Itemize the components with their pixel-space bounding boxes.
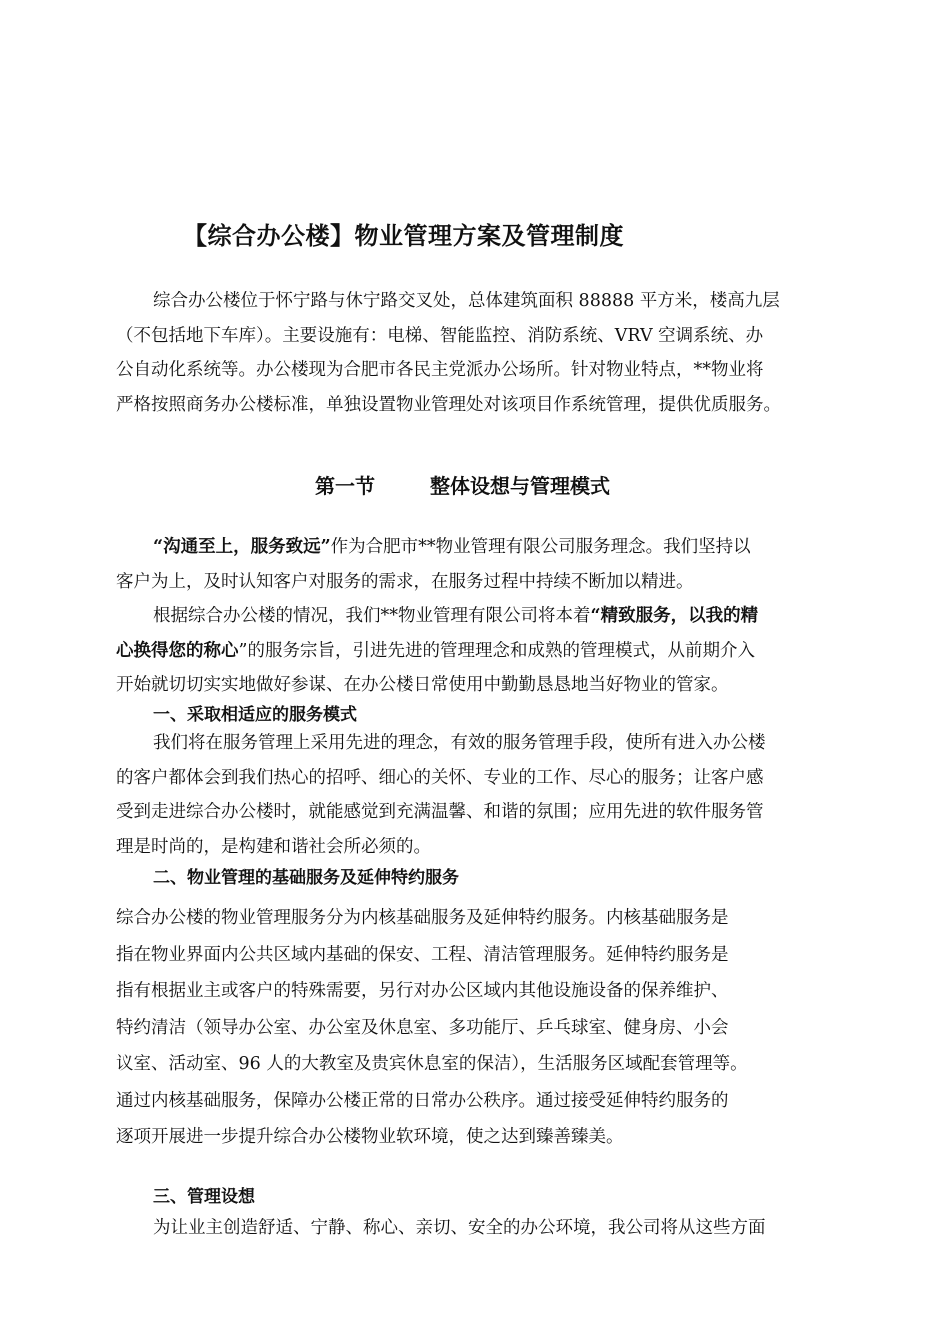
- basic-services-line: 指在物业界面内公共区域内基础的保安、工程、清洁管理服务。延伸特约服务是: [116, 944, 729, 965]
- philosophy-text: 作为合肥市**物业管理有限公司服务理念。我们坚持以: [330, 537, 751, 557]
- philosophy-paragraph: [116, 530, 836, 599]
- tenet-line: [116, 599, 836, 634]
- basic-services-line: 议室、活动室、96 人的大教室及贵宾休息室的保洁），生活服务区域配套管理等。: [116, 1054, 748, 1074]
- slogan-text: “沟通至上，服务致远”: [153, 537, 331, 557]
- basic-services-paragraph: [116, 900, 836, 1156]
- basic-services-line: 特约清洁（领导办公室、办公室及休息室、多功能厅、乒乓球室、健身房、小会: [116, 1017, 729, 1038]
- tenet-text: 根据综合办公楼的情况，我们**物业管理有限公司将本着: [153, 606, 591, 626]
- intro-line: （不包括地下车库）。主要设施有：电梯、智能监控、消防系统、VRV 空调系统、办: [116, 325, 764, 346]
- tenet-bold: 心换得您的称心: [116, 640, 239, 661]
- tenet-line: [116, 634, 836, 669]
- service-mode-paragraph: [116, 726, 836, 864]
- basic-services-line: 指有根据业主或客户的特殊需要，另行对办公区域内其他设施设备的保养维护、: [116, 981, 729, 1001]
- section-heading: [315, 470, 610, 499]
- section-number: 第一节: [315, 474, 375, 498]
- intro-line: 公自动化系统等。办公楼现为合肥市各民主党派办公场所。针对物业特点，**物业将: [116, 360, 764, 380]
- subheading-basic-services: 二、物业管理的基础服务及延伸特约服务: [153, 868, 459, 888]
- service-mode-line: 受到走进综合办公楼时，就能感觉到充满温馨、和谐的氛围；应用先进的软件服务管: [116, 802, 764, 822]
- philosophy-line: [116, 530, 836, 565]
- intro-line: 严格按照商务办公楼标准，单独设置物业管理处对该项目作系统管理，提供优质服务。: [116, 394, 781, 415]
- subheading-service-mode: 一、采取相适应的服务模式: [153, 705, 357, 725]
- section-title: 整体设想与管理模式: [430, 474, 610, 498]
- basic-services-line: 通过内核基础服务，保障办公楼正常的日常办公秩序。通过接受延伸特约服务的: [116, 1090, 729, 1111]
- document-title: 【综合办公楼】物业管理方案及管理制度: [183, 222, 624, 250]
- philosophy-line: 客户为上，及时认知客户对服务的需求，在服务过程中持续不断加以精进。: [116, 571, 694, 592]
- service-mode-line: 的客户都体会到我们热心的招呼、细心的关怀、专业的工作、尽心的服务；让客户感: [116, 767, 764, 788]
- service-mode-line: 理是时尚的，是构建和谐社会所必须的。: [116, 836, 431, 857]
- basic-services-line: 综合办公楼的物业管理服务分为内核基础服务及延伸特约服务。内核基础服务是: [116, 908, 729, 928]
- management-concept-paragraph: [116, 1211, 836, 1246]
- tenet-text: ”的服务宗旨，引进先进的管理理念和成熟的管理模式，从前期介入: [238, 640, 755, 661]
- service-mode-line: 我们将在服务管理上采用先进的理念，有效的服务管理手段，使所有进入办公楼: [153, 733, 766, 753]
- intro-paragraph: [116, 284, 836, 422]
- management-concept-line: 为让业主创造舒适、宁静、称心、亲切、安全的办公环境，我公司将从这些方面: [153, 1218, 766, 1238]
- tenet-paragraph: [116, 599, 836, 703]
- subheading-management-concept: 三、管理设想: [153, 1187, 255, 1207]
- tenet-line: 开始就切切实实地做好参谋、在办公楼日常使用中勤勤恳恳地当好物业的管家。: [116, 675, 729, 695]
- tenet-bold: “精致服务，以我的精: [590, 606, 759, 626]
- intro-line: 综合办公楼位于怀宁路与休宁路交叉处，总体建筑面积 88888 平方米，楼高九层: [153, 291, 780, 311]
- basic-services-line: 逐项开展进一步提升综合办公楼物业软环境，使之达到臻善臻美。: [116, 1127, 624, 1147]
